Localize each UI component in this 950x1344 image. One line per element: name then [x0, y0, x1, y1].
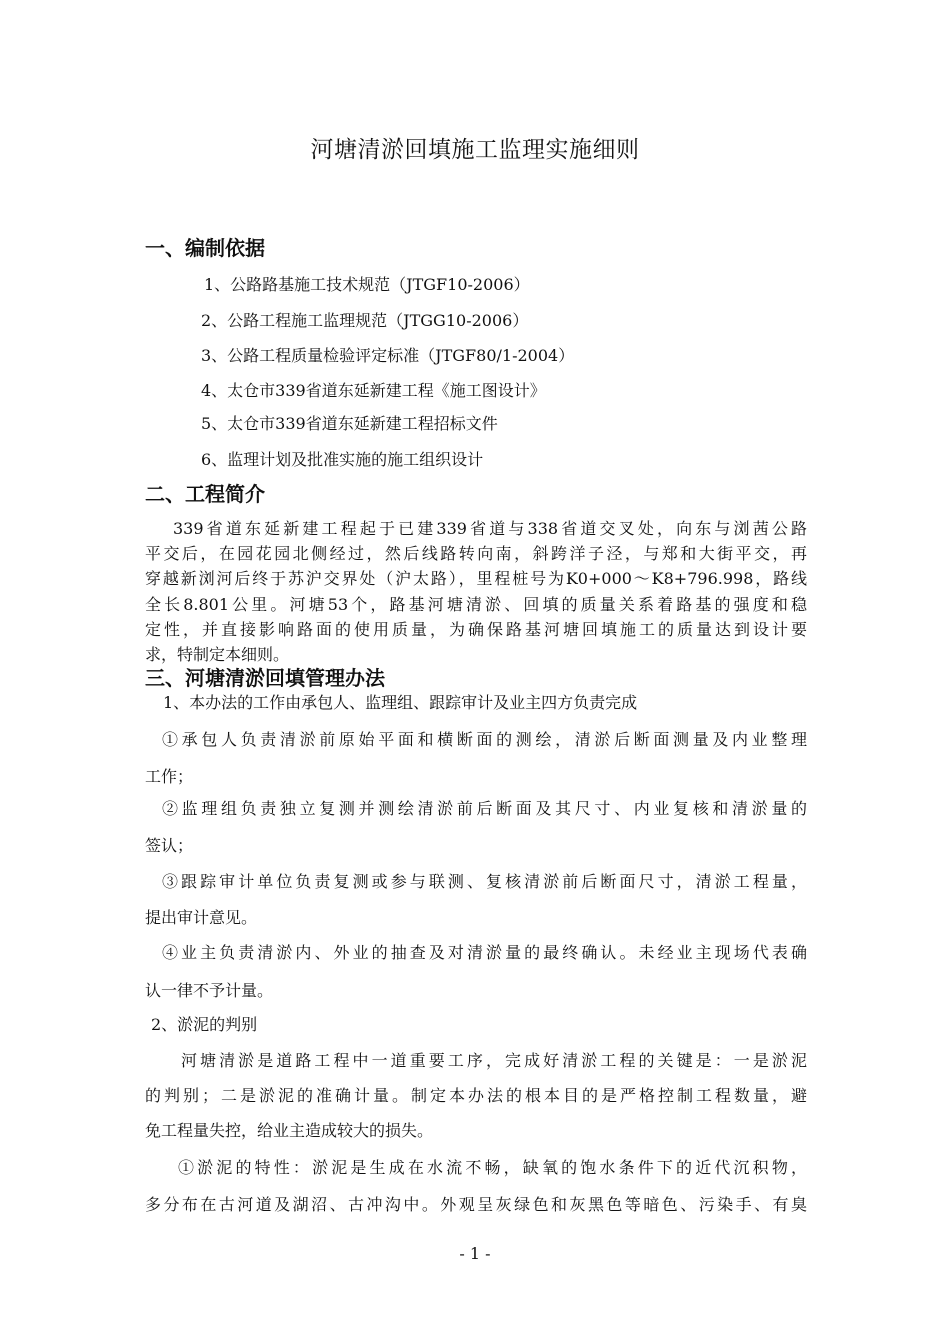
paragraph-line: ①承包人负责清淤前原始平面和横断面的测绘，清淤后断面测量及内业整理	[162, 730, 807, 749]
paragraph-line: 求，特制定本细则。	[145, 645, 290, 664]
section-heading-management: 三、河塘清淤回填管理办法	[145, 666, 385, 690]
subsection-heading: 2、淤泥的判别	[151, 1015, 258, 1034]
paragraph-line: ②监理组负责独立复测并测绘清淤前后断面及其尺寸、内业复核和清淤量的	[162, 799, 807, 818]
paragraph-line: 免工程量失控，给业主造成较大的损失。	[145, 1121, 434, 1140]
paragraph-line: ①淤泥的特性：淤泥是生成在水流不畅，缺氧的饱水条件下的近代沉积物，	[178, 1158, 807, 1177]
reference-item: 3、公路工程质量检验评定标准（JTGF80/1-2004）	[201, 346, 575, 365]
paragraph-line: ③跟踪审计单位负责复测或参与联测、复核清淤前后断面尺寸，清淤工程量，	[162, 872, 807, 891]
section-heading-overview: 二、工程简介	[145, 482, 265, 506]
paragraph-line: 多分布在古河道及湖沼、古冲沟中。外观呈灰绿色和灰黑色等暗色、污染手、有臭	[145, 1195, 807, 1214]
paragraph-line: 定性，并直接影响路面的使用质量，为确保路基河塘回填施工的质量达到设计要	[145, 620, 807, 639]
reference-item: 4、太仓市339省道东延新建工程《施工图设计》	[201, 381, 546, 400]
reference-item: 6、监理计划及批准实施的施工组织设计	[201, 450, 484, 469]
reference-item: 5、太仓市339省道东延新建工程招标文件	[201, 414, 498, 433]
reference-item: 2、公路工程施工监理规范（JTGG10-2006）	[201, 311, 529, 330]
page-number: - 1 -	[459, 1244, 491, 1263]
paragraph-line: 平交后，在园花园北侧经过，然后线路转向南，斜跨洋子泾，与郑和大街平交，再	[145, 544, 807, 563]
section-heading-basis: 一、编制依据	[145, 236, 265, 260]
subsection-heading: 1、本办法的工作由承包人、监理组、跟踪审计及业主四方负责完成	[163, 693, 638, 712]
document-title: 河塘清淤回填施工监理实施细则	[310, 137, 640, 163]
paragraph-line: 工作；	[145, 767, 194, 786]
paragraph-line: 穿越新浏河后终于苏沪交界处（沪太路），里程桩号为K0+000～K8+796.998，路线	[145, 569, 807, 588]
paragraph-line: 认一律不予计量。	[145, 981, 274, 1000]
reference-item: 1、公路路基施工技术规范（JTGF10-2006）	[204, 275, 530, 294]
paragraph-line: 提出审计意见。	[145, 908, 258, 927]
paragraph-line: 河塘清淤是道路工程中一道重要工序，完成好清淤工程的关键是：一是淤泥	[181, 1051, 807, 1070]
paragraph-line: 339省道东延新建工程起于已建339省道与338省道交叉处，向东与浏茜公路	[173, 519, 807, 538]
paragraph-line: 的判别；二是淤泥的准确计量。制定本办法的根本目的是严格控制工程数量，避	[145, 1086, 807, 1105]
paragraph-line: 签认；	[145, 836, 194, 855]
paragraph-line: ④业主负责清淤内、外业的抽查及对清淤量的最终确认。未经业主现场代表确	[162, 943, 807, 962]
paragraph-line: 全长8.801公里。河塘53个，路基河塘清淤、回填的质量关系着路基的强度和稳	[145, 595, 807, 614]
